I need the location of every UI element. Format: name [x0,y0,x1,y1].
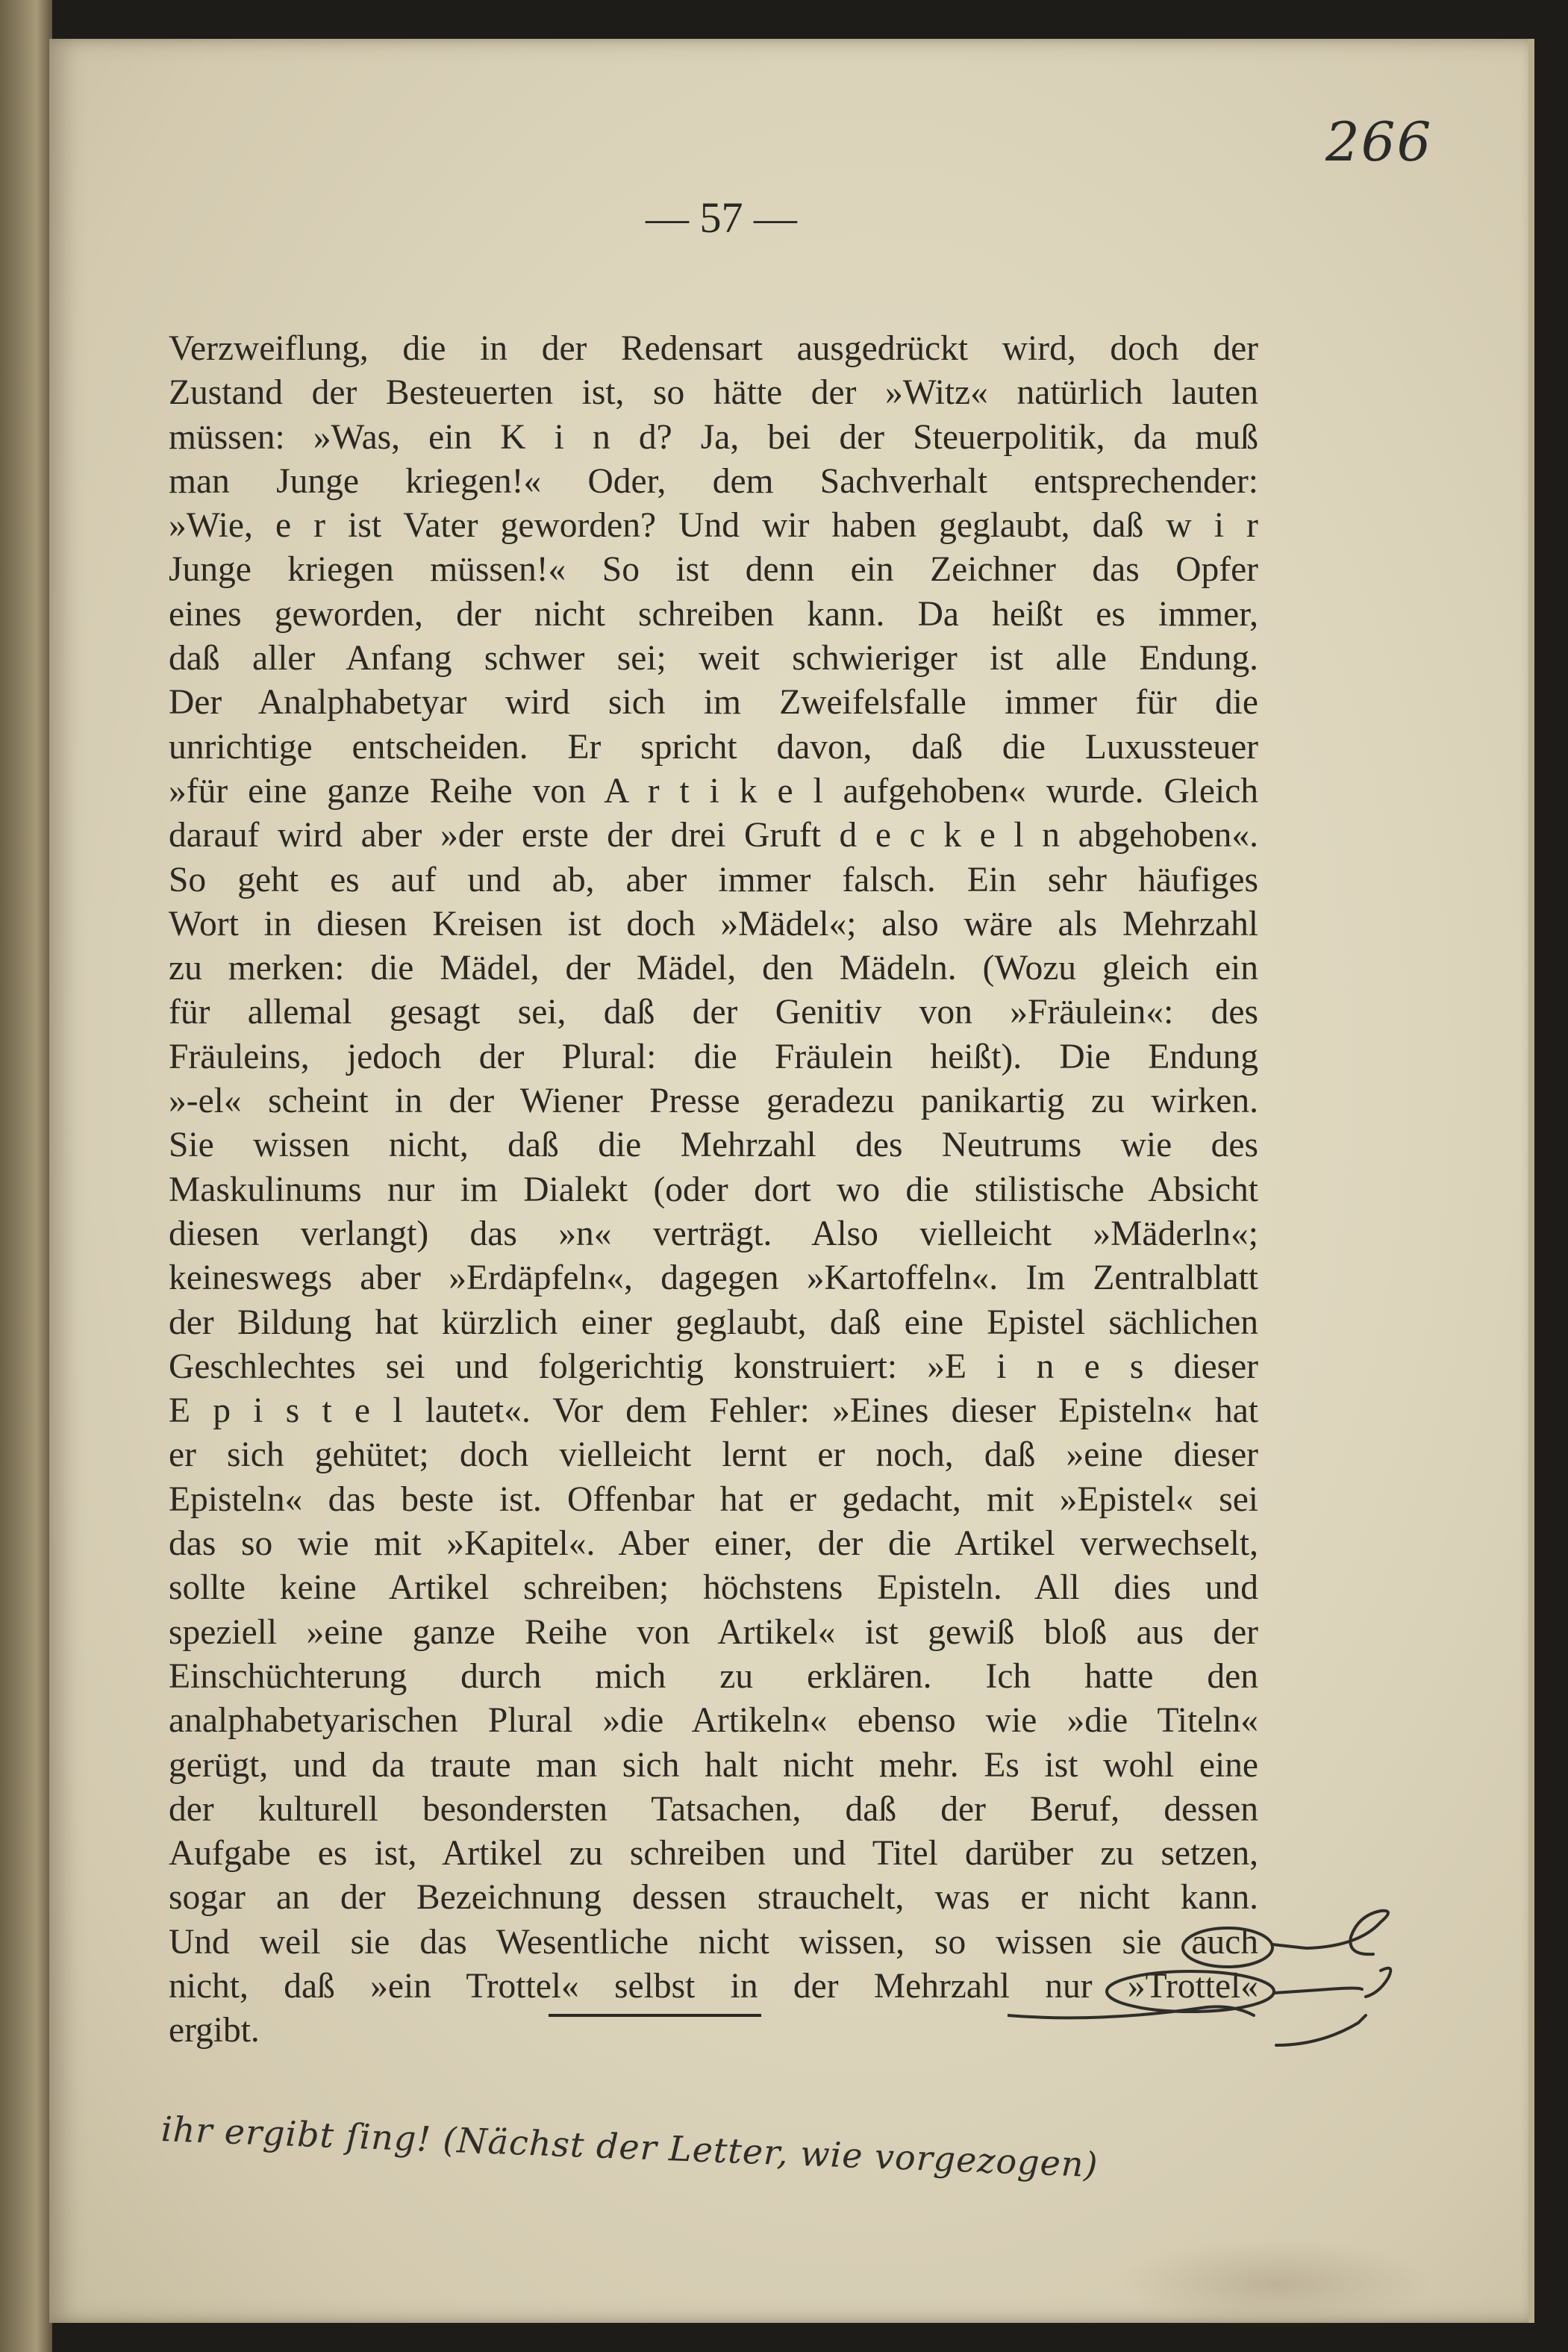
text-line: E p i s t e l lautet«. Vor dem Fehler: »Eines dieser Episteln« hat [169,1391,1258,1431]
folio-annotation: 266 [1325,110,1433,173]
circle-mark-trottel [1107,1971,1274,2012]
text-line: nicht, daß »ein Trottel« selbst in der Mehrzahl nur »Trottel« [169,1966,1258,2006]
page-edge [1528,39,1534,2323]
text-line: er sich gehütet; doch vielleicht lernt er noch, daß »eine dieser [169,1435,1258,1475]
text-line: Und weil sie das Wesentliche nicht wissen, so wissen sie auch [169,1922,1258,1962]
circle-mark-auch [1183,1928,1272,1967]
text-line: keineswegs aber »Erdäpfeln«, dagegen »Kartoffeln«. Im Zentralblatt [169,1258,1258,1298]
deletion-mark-upper [1272,1911,1388,1954]
text-line: müssen: »Was, ein K i n d? Ja, bei der Steuerpolitik, da muß [169,417,1258,457]
text-line: der Bildung hat kürzlich einer geglaubt, daß eine Epistel sächlichen [169,1303,1258,1342]
text-line: für allemal gesagt sei, daß der Genitiv von »Fräulein«: des [169,993,1258,1032]
deletion-mark-lower [1274,1968,1390,2045]
text-line: gerügt, und da traute man sich halt nicht mehr. Es ist wohl eine [169,1745,1258,1785]
text-line: ergibt. [169,2011,260,2050]
text-line: darauf wird aber »der erste der drei Gruft d e c k e l n abgehoben«. [169,816,1258,855]
text-line: analphabetyarischen Plural »die Artikeln« ebenso wie »die Titeln« [169,1701,1258,1741]
text-line: »Wie, e r ist Vater geworden? Und wir haben geglaubt, daß w i r [169,506,1258,546]
text-line: Geschlechtes sei und folgerichtig konstruiert: »E i n e s dieser [169,1347,1258,1386]
text-line: Episteln« das beste ist. Offenbar hat er gedacht, mit »Epistel« sei [169,1479,1258,1519]
text-line: der kulturell besondersten Tatsachen, daß der Beruf, dessen [169,1789,1258,1829]
body-text [169,327,1258,2053]
handwritten-correction-marks [1008,1866,1440,2060]
text-line: »-el« scheint in der Wiener Presse geradezu panikartig zu wirken. [169,1082,1258,1121]
text-line: daß aller Anfang schwer sei; weit schwieriger ist alle Endung. [169,639,1258,679]
text-line: sollte keine Artikel schreiben; höchstens Episteln. All dies und [169,1568,1258,1608]
text-line: So geht es auf und ab, aber immer falsch. Ein sehr häufiges [169,860,1258,899]
text-line: Sie wissen nicht, daß die Mehrzahl des Neutrums wie des [169,1126,1258,1165]
handwritten-note: ihr ergibt ſing! (Nächst der Letter, wie vorgezogen) [160,2109,1099,2186]
underline-stroke [1008,2006,1254,2018]
section-rule [549,2014,761,2017]
text-line: Aufgabe es ist, Artikel zu schreiben und Titel darüber zu setzen, [169,1834,1258,1874]
text-line: Fräuleins, jedoch der Plural: die Fräulein heißt). Die Endung [169,1037,1258,1076]
paper-stain [1119,2239,1433,2329]
text-line: sogar an der Bezeichnung dessen strauchelt, was er nicht kann. [169,1878,1258,1918]
text-line: Verzweiflung, die in der Redensart ausgedrückt wird, doch der [169,329,1258,368]
text-line: Der Analphabetyar wird sich im Zweifelsfalle immer für die [169,683,1258,723]
text-line: das so wie mit »Kapitel«. Aber einer, der die Artikel verwechselt, [169,1524,1258,1564]
text-line: »für eine ganze Reihe von A r t i k e l aufgehoben« wurde. Gleich [169,771,1258,811]
text-line: diesen verlangt) das »n« verträgt. Also vielleicht »Mäderln«; [169,1214,1258,1253]
text-line: eines geworden, der nicht schreiben kann. Da heißt es immer, [169,594,1258,634]
text-line: zu merken: die Mädel, der Mädel, den Mädeln. (Wozu gleich ein [169,949,1258,988]
text-line: Junge kriegen müssen!« So ist denn ein Zeichner das Opfer [169,550,1258,590]
page-number: — 57 — [645,193,797,242]
text-line: Einschüchterung durch mich zu erklären. Ich hatte den [169,1656,1258,1696]
text-line: speziell »eine ganze Reihe von Artikel« ist gewiß bloß aus der [169,1612,1258,1652]
left-page-edge [0,0,52,2352]
text-line: Zustand der Besteuerten ist, so hätte der »Witz« natürlich lauten [169,373,1258,413]
text-line: Maskulinums nur im Dialekt (oder dort wo die stilistische Absicht [169,1170,1258,1209]
text-line: Wort in diesen Kreisen ist doch »Mädel«; also wäre als Mehrzahl [169,904,1258,943]
text-line: man Junge kriegen!« Oder, dem Sachverhalt entsprechender: [169,461,1258,501]
text-line: unrichtige entscheiden. Er spricht davon, daß die Luxussteuer [169,727,1258,767]
